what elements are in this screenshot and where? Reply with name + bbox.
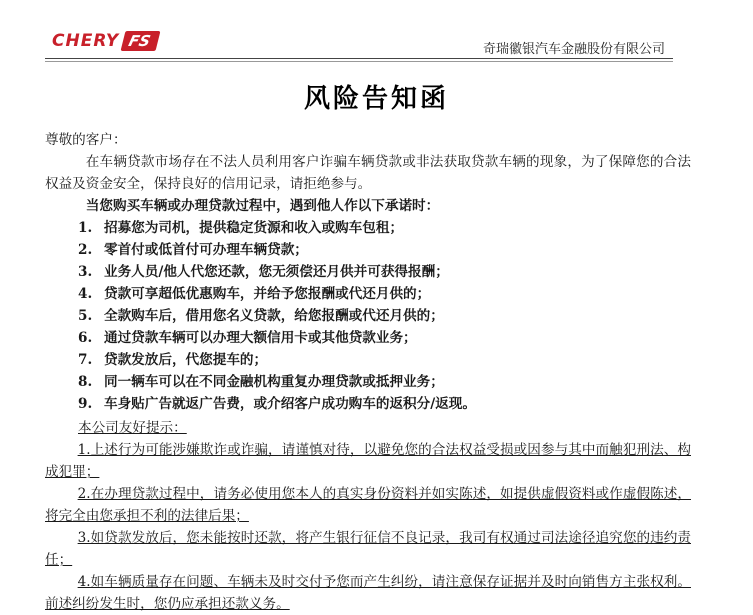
item-text: 车身贴广告就返广告费，或介绍客户成功购车的返积分/返现。: [104, 396, 476, 412]
item-number: 1.: [78, 220, 93, 236]
item-text: 招募您为司机，提供稳定货源和收入或购车包租；: [104, 220, 404, 236]
tips-heading: 本公司友好提示：: [78, 420, 187, 436]
letterhead: [0, 0, 753, 62]
item-number: 7.: [78, 352, 93, 368]
tip-paragraph: 3.如贷款发放后，您未能按时还款，将产生银行征信不良记录，我司有权通过司法途径追究您的违约责任；: [45, 530, 691, 568]
chery-fs-logo: [52, 30, 158, 52]
greeting: 尊敬的客户：: [45, 132, 127, 148]
tip-paragraph: 1.上述行为可能涉嫌欺诈或诈骗，请谨慎对待，以避免您的合法权益受损或因参与其中而触犯刑法、构成犯罪；: [45, 442, 691, 480]
item-number: 2.: [78, 242, 93, 258]
list-item: [45, 283, 691, 305]
item-text: 全款购车后，借用您名义贷款，给您报酬或代还月供的；: [104, 308, 444, 324]
item-text: 贷款发放后，代您提车的；: [104, 352, 268, 368]
tip-paragraph: 2.在办理贷款过程中，请务必使用您本人的真实身份资料并如实陈述，如提供虚假资料或作虚假陈述，将完全由您承担不利的法律后果；: [45, 486, 691, 524]
list-item: [45, 239, 691, 261]
list-item: [45, 261, 691, 283]
list-item: [45, 371, 691, 393]
logo-fs-badge: FS: [121, 31, 161, 51]
list-item: [45, 217, 691, 239]
item-text: 贷款可享超低优惠购车，并给予您报酬或代还月供的；: [104, 286, 431, 302]
item-text: 零首付或低首付可办理车辆贷款；: [104, 242, 308, 258]
list-item: [45, 393, 691, 415]
item-number: 5.: [78, 308, 93, 324]
list-item: [45, 349, 691, 371]
list-item: [45, 327, 691, 349]
header-divider-thin: [45, 61, 673, 62]
list-item: [45, 305, 691, 327]
item-number: 9.: [78, 396, 93, 412]
header-divider: [45, 58, 673, 59]
item-text: 通过贷款车辆可以办理大额信用卡或其他贷款业务；: [104, 330, 417, 346]
tip-paragraph: 4.如车辆质量存在问题、车辆未及时交付予您而产生纠纷，请注意保存证据并及时向销售方主张权利。前述纠纷发生时，您仍应承担还款义务。: [45, 574, 691, 612]
item-text: 同一辆车可以在不同金融机构重复办理贷款或抵押业务；: [104, 374, 444, 390]
item-text: 业务人员/他人代您还款，您无须偿还月供并可获得报酬；: [104, 264, 449, 280]
page-title: 风险告知函: [303, 84, 449, 114]
lead-sentence: 当您购买车辆或办理贷款过程中，遇到他人作以下承诺时：: [85, 198, 440, 214]
item-number: 8.: [78, 374, 93, 390]
intro-paragraph: 在车辆贷款市场存在不法人员利用客户诈骗车辆贷款或非法获取贷款车辆的现象，为了保障您的合法权益及资金安全，保持良好的信用记录，请拒绝参与。: [45, 154, 691, 192]
logo-text: CHERY: [52, 31, 120, 51]
promise-list: [45, 217, 691, 415]
item-number: 3.: [78, 264, 93, 280]
letter-body: [45, 129, 691, 615]
company-name: 奇瑞徽银汽车金融股份有限公司: [482, 42, 665, 57]
item-number: 6.: [78, 330, 93, 346]
item-number: 4.: [78, 286, 93, 302]
